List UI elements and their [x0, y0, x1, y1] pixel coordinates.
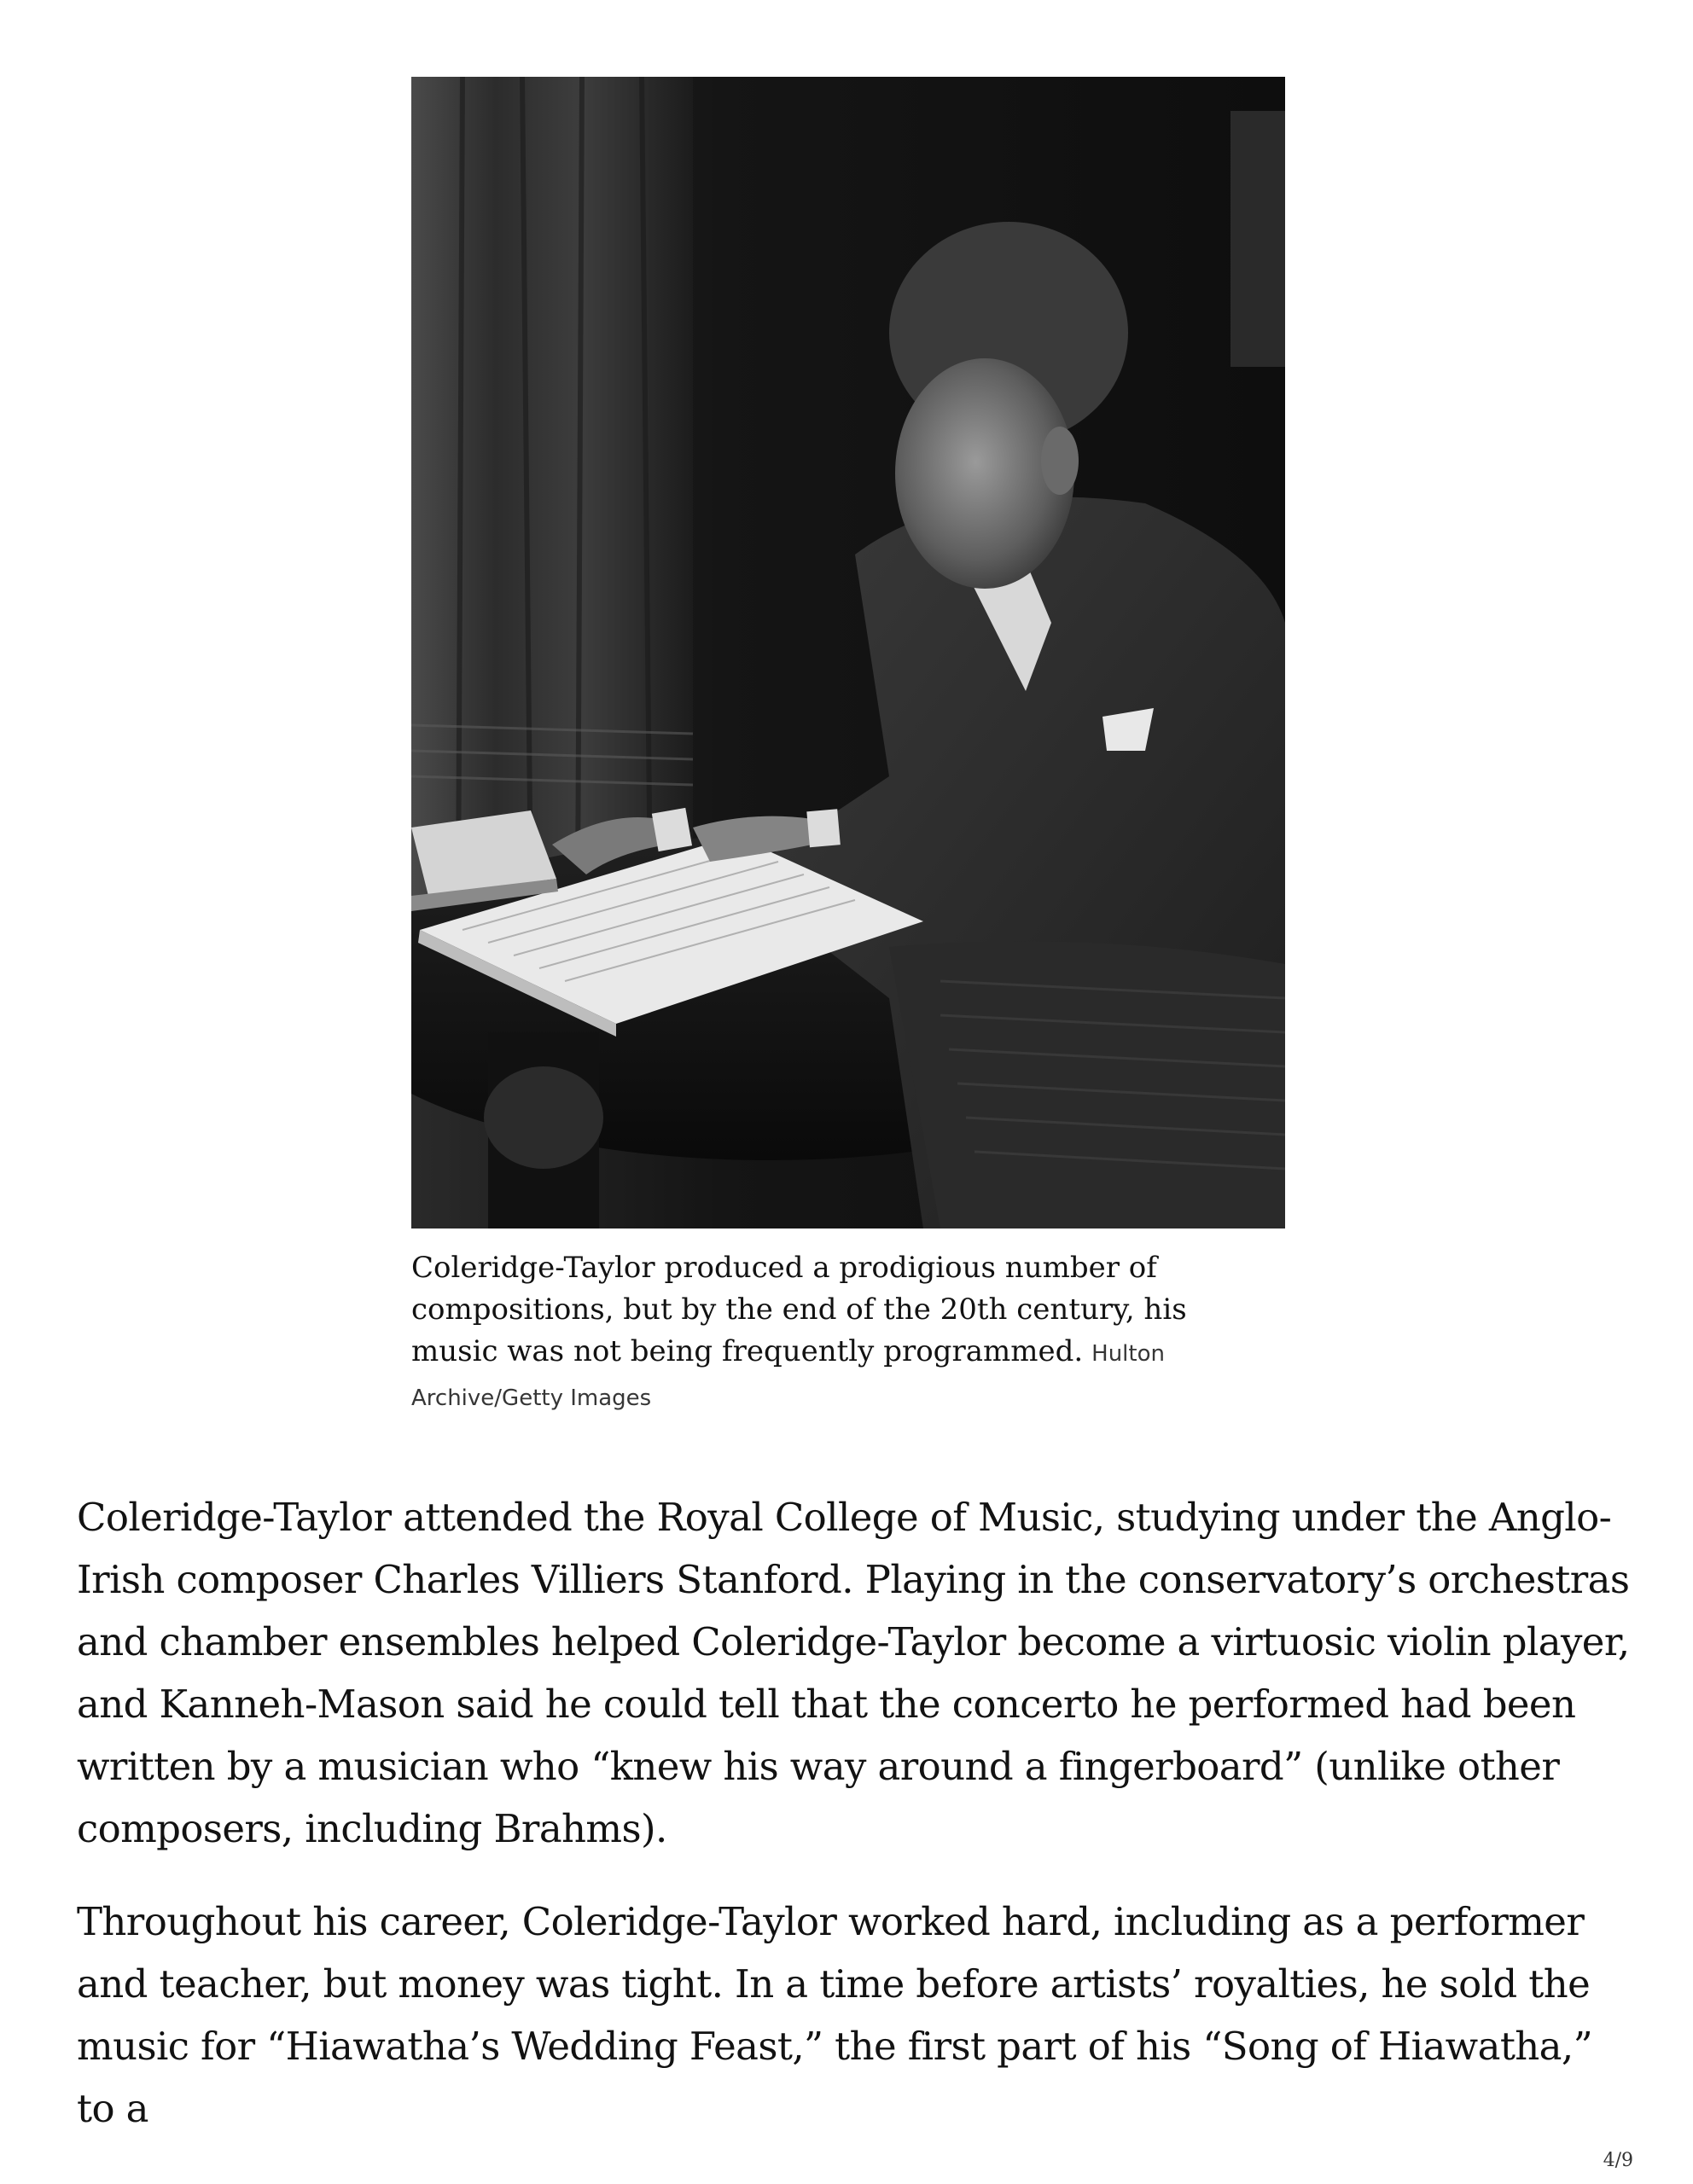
caption-text: Coleridge-Taylor produced a prodigious number of compositions, but by the end of the 20th century, his music was not being frequently programmed. [411, 1251, 1187, 1368]
photo-credit: Hulton Archive/Getty Images [411, 1341, 1165, 1411]
article-paragraph: Coleridge-Taylor attended the Royal College of Music, studying under the Anglo-Irish composer Charles Villiers Stanford. Playing in the conservatory’s orchestras and chamber ensembles helped Coleridge-Taylor become a virtuosic violin player, and Kanneh-Mason said he could tell that the concerto he performed had been written by a musician who “knew his way around a fingerboard” (unlike other composers, including Brahms). [77, 1495, 1630, 1851]
photo-caption [411, 1247, 1265, 1420]
article-paragraph: Throughout his career, Coleridge-Taylor worked hard, including as a performer and teacher, but money was tight. In a time before artists’ royalties, he sold the music for “Hiawatha’s Wedding Feast,” the first part of his “Song of Hiawatha,” to a [77, 1899, 1593, 2131]
article-body [77, 1486, 1630, 2170]
article-photo [411, 77, 1285, 1228]
page-number: 4/9 [1603, 2150, 1633, 2171]
photo-illustration [411, 77, 1285, 1228]
